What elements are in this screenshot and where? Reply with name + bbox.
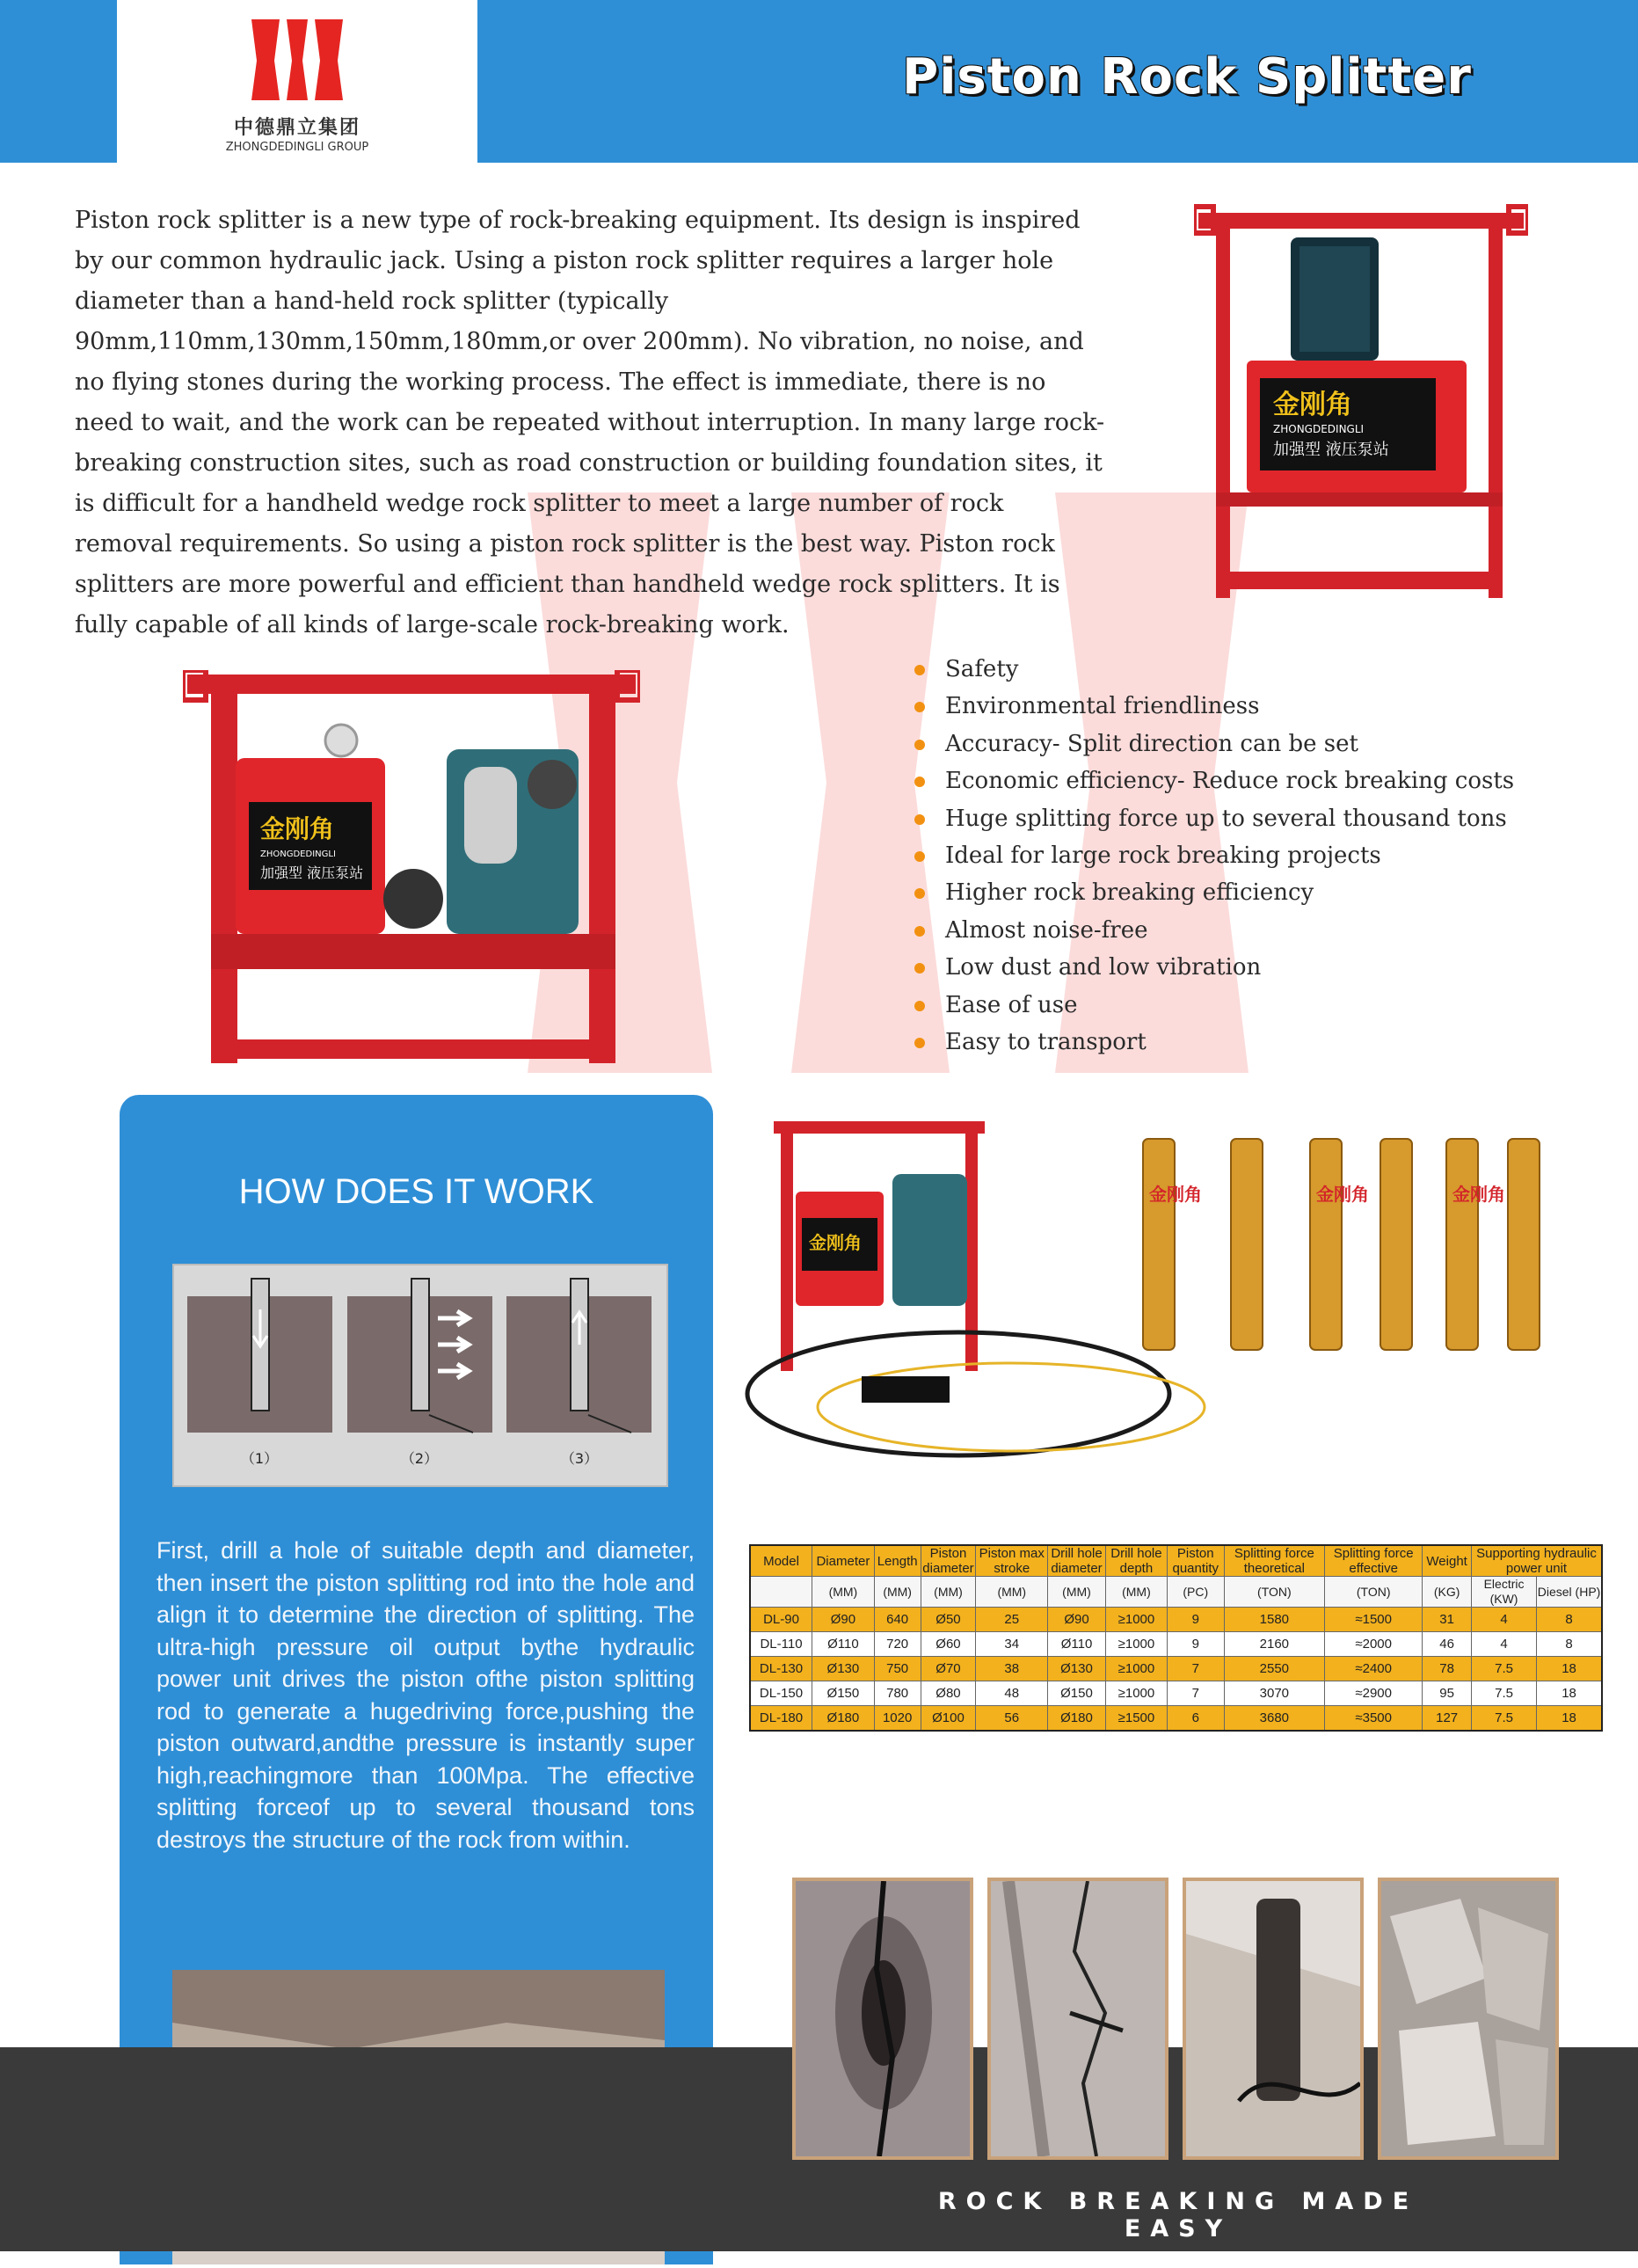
table-unit — [750, 1577, 812, 1608]
table-cell: ≈2000 — [1325, 1632, 1423, 1657]
table-cell: 4 — [1472, 1632, 1537, 1657]
table-cell: ≈2400 — [1325, 1657, 1423, 1681]
electric-pump-photo — [1194, 202, 1528, 607]
table-cell: Ø130 — [1048, 1657, 1106, 1681]
table-cell: Ø130 — [812, 1657, 875, 1681]
table-cell: 750 — [874, 1657, 921, 1681]
table-cell: 6 — [1167, 1706, 1224, 1732]
table-cell: 34 — [976, 1632, 1048, 1657]
table-cell: Ø110 — [1048, 1632, 1106, 1657]
table-header: Weight — [1423, 1545, 1472, 1577]
table-cell: Ø180 — [812, 1706, 875, 1732]
brand-name-cn: 中德鼎立集团 — [233, 117, 360, 139]
table-unit: (MM) — [812, 1577, 875, 1608]
table-cell: 7.5 — [1472, 1657, 1537, 1681]
table-cell: 9 — [1167, 1632, 1224, 1657]
table-cell: ≈2900 — [1325, 1681, 1423, 1706]
list-item: Economic efficiency- Reduce rock breaking costs — [914, 762, 1530, 799]
machine-label-cn: 金刚角 — [1273, 390, 1352, 420]
table-cell: ≥1000 — [1105, 1608, 1167, 1632]
table-cell: 4 — [1472, 1608, 1537, 1632]
list-item: Higher rock breaking efficiency — [914, 874, 1530, 911]
table-cell: Ø80 — [921, 1681, 976, 1706]
machine-label-en: ZHONGDEDINGLI — [260, 850, 336, 859]
table-cell: 127 — [1423, 1706, 1472, 1732]
table-cell: 18 — [1537, 1706, 1602, 1732]
table-header: Piston quantity — [1167, 1545, 1224, 1577]
table-cell: DL-110 — [750, 1632, 812, 1657]
list-item: Safety — [914, 651, 1530, 688]
machine-label-sub: 加强型 液压泵站 — [260, 864, 364, 881]
site-photo-broken-rock — [1378, 1878, 1559, 2160]
table-cell: Ø90 — [1048, 1608, 1106, 1632]
table-row — [750, 1632, 1602, 1657]
table-cell: 7 — [1167, 1681, 1224, 1706]
table-unit: (PC) — [1167, 1577, 1224, 1608]
machine-label-sub: 加强型 液压泵站 — [1273, 441, 1389, 459]
table-cell: Ø150 — [1048, 1681, 1106, 1706]
machine-label-en: ZHONGDEDINGLI — [1273, 423, 1365, 435]
splitter-label: 金刚角 — [1452, 1184, 1505, 1205]
table-row — [750, 1657, 1602, 1681]
table-cell: 3070 — [1224, 1681, 1325, 1706]
page-title: Piston Rock Splitter — [902, 48, 1472, 106]
splitter-set-photo — [730, 1104, 1609, 1477]
table-unit: Diesel (HP) — [1537, 1577, 1602, 1608]
splitter-label: 金刚角 — [1316, 1184, 1369, 1205]
table-row — [750, 1681, 1602, 1706]
table-unit: (TON) — [1325, 1577, 1423, 1608]
table-header: Piston max stroke — [976, 1545, 1048, 1577]
table-header: Model — [750, 1545, 812, 1577]
table-header: Length — [874, 1545, 921, 1577]
table-cell: ≥1000 — [1105, 1632, 1167, 1657]
table-cell: Ø50 — [921, 1608, 976, 1632]
slogan: ROCK BREAKING MADE EASY — [937, 2188, 1419, 2242]
site-photo-splitter-in-rock — [1183, 1878, 1364, 2160]
step-label: （2） — [400, 1450, 439, 1467]
table-cell: Ø100 — [921, 1706, 976, 1732]
table-header: Piston diameter — [921, 1545, 976, 1577]
table-unit: (MM) — [976, 1577, 1048, 1608]
list-item: Almost noise-free — [914, 912, 1530, 949]
table-cell: 56 — [976, 1706, 1048, 1732]
table-unit: (TON) — [1224, 1577, 1325, 1608]
table-header: Splitting force effective — [1325, 1545, 1423, 1577]
table-cell: 2550 — [1224, 1657, 1325, 1681]
table-cell: 7.5 — [1472, 1681, 1537, 1706]
table-cell: 78 — [1423, 1657, 1472, 1681]
table-row — [750, 1706, 1602, 1732]
table-cell: Ø90 — [812, 1608, 875, 1632]
table-cell: 3680 — [1224, 1706, 1325, 1732]
table-cell: 18 — [1537, 1681, 1602, 1706]
table-cell: ≥1500 — [1105, 1706, 1167, 1732]
brand-logo-icon — [244, 12, 350, 109]
table-cell: ≈3500 — [1325, 1706, 1423, 1732]
table-cell: 18 — [1537, 1657, 1602, 1681]
table-cell: Ø70 — [921, 1657, 976, 1681]
diesel-pump-photo — [183, 670, 640, 1066]
table-cell: DL-130 — [750, 1657, 812, 1681]
table-row — [750, 1608, 1602, 1632]
table-cell: 7.5 — [1472, 1706, 1537, 1732]
table-cell: 2160 — [1224, 1632, 1325, 1657]
table-header: Splitting force theoretical — [1224, 1545, 1325, 1577]
table-unit: (MM) — [921, 1577, 976, 1608]
table-cell: 7 — [1167, 1657, 1224, 1681]
table-cell: 1580 — [1224, 1608, 1325, 1632]
machine-label-cn: 金刚角 — [260, 814, 335, 843]
table-cell: 8 — [1537, 1632, 1602, 1657]
table-cell: ≥1000 — [1105, 1681, 1167, 1706]
list-item: Accuracy- Split direction can be set — [914, 726, 1530, 762]
table-cell: 31 — [1423, 1608, 1472, 1632]
table-unit: Electric (KW) — [1472, 1577, 1537, 1608]
site-photo-drill-hole — [792, 1878, 973, 2160]
how-description: First, drill a hole of suitable depth and diameter, then insert the piston splitting rod into the hole and align it to determine the direction of splitting. The ultra-high pressure oil output bythe hydraulic power unit drives the piston ofthe piston splitting rod to generate a hugedriving force,pushing the piston outward,andthe pressure is instantly super high,reachingmore than 100Mpa. The effective splitting forceof up to several thousand tons destroys the structure of the rock from within. — [157, 1537, 695, 1853]
list-item: Easy to transport — [914, 1024, 1530, 1061]
step-label: （1） — [240, 1450, 279, 1467]
table-unit: (MM) — [874, 1577, 921, 1608]
table-cell: Ø180 — [1048, 1706, 1106, 1732]
table-cell: 780 — [874, 1681, 921, 1706]
step-label: （3） — [560, 1450, 599, 1467]
list-item: Low dust and low vibration — [914, 949, 1530, 986]
table-cell: 9 — [1167, 1608, 1224, 1632]
table-unit: (KG) — [1423, 1577, 1472, 1608]
table-cell: 95 — [1423, 1681, 1472, 1706]
table-cell: 46 — [1423, 1632, 1472, 1657]
list-item: Huge splitting force up to several thousand tons — [914, 800, 1530, 837]
table-unit: (MM) — [1105, 1577, 1167, 1608]
machine-label-cn: 金刚角 — [809, 1232, 862, 1253]
table-cell: 38 — [976, 1657, 1048, 1681]
brand-name-en: ZHONGDEDINGLI GROUP — [225, 141, 369, 154]
table-cell: DL-150 — [750, 1681, 812, 1706]
table-cell: ≥1000 — [1105, 1657, 1167, 1681]
splitter-label: 金刚角 — [1149, 1184, 1202, 1205]
table-cell: 8 — [1537, 1608, 1602, 1632]
table-cell: 640 — [874, 1608, 921, 1632]
site-photo-crack — [987, 1878, 1168, 2160]
table-cell: ≈1500 — [1325, 1608, 1423, 1632]
table-cell: 48 — [976, 1681, 1048, 1706]
table-cell: Ø110 — [812, 1632, 875, 1657]
page-header — [0, 0, 1638, 163]
table-header: Drill hole diameter — [1048, 1545, 1106, 1577]
intro-paragraph: Piston rock splitter is a new type of rock-breaking equipment. Its design is inspired by our common hydraulic jack. Using a piston rock splitter requires a larger hole diameter than a hand-held rock splitter (typically 90mm,110mm,130mm,150mm,180mm,or over 200mm). No vibration, no noise, and no flying stones during the working process. The effect is immediate, there is no need to wait, and the work can be repeated without interruption. In many large rock-breaking construction sites, such as road construction or building foundation sites, it is difficult for a handheld wedge rock splitter to meet a large number of rock removal requirements. So using a piston rock splitter is the best way. Piston rock splitters are more powerful and efficient than handheld wedge rock splitters. It is fully capable of all kinds of large-scale rock-breaking work. — [75, 207, 1105, 638]
table-cell: 25 — [976, 1608, 1048, 1632]
list-item: Environmental friendliness — [914, 688, 1530, 725]
how-title: HOW DOES IT WORK — [238, 1172, 594, 1211]
table-unit: (MM) — [1048, 1577, 1106, 1608]
table-header: Supporting hydraulic power unit — [1472, 1545, 1603, 1577]
spec-table — [749, 1544, 1603, 1732]
brand-logo[interactable] — [117, 0, 477, 163]
table-header: Diameter — [812, 1545, 875, 1577]
table-cell: 1020 — [874, 1706, 921, 1732]
table-cell: DL-180 — [750, 1706, 812, 1732]
feature-list — [914, 651, 1530, 1061]
table-cell: Ø60 — [921, 1632, 976, 1657]
working-principle-diagram — [172, 1264, 668, 1487]
table-cell: DL-90 — [750, 1608, 812, 1632]
list-item: Ideal for large rock breaking projects — [914, 837, 1530, 874]
table-cell: 720 — [874, 1632, 921, 1657]
table-cell: Ø150 — [812, 1681, 875, 1706]
table-header: Drill hole depth — [1105, 1545, 1167, 1577]
list-item: Ease of use — [914, 987, 1530, 1024]
